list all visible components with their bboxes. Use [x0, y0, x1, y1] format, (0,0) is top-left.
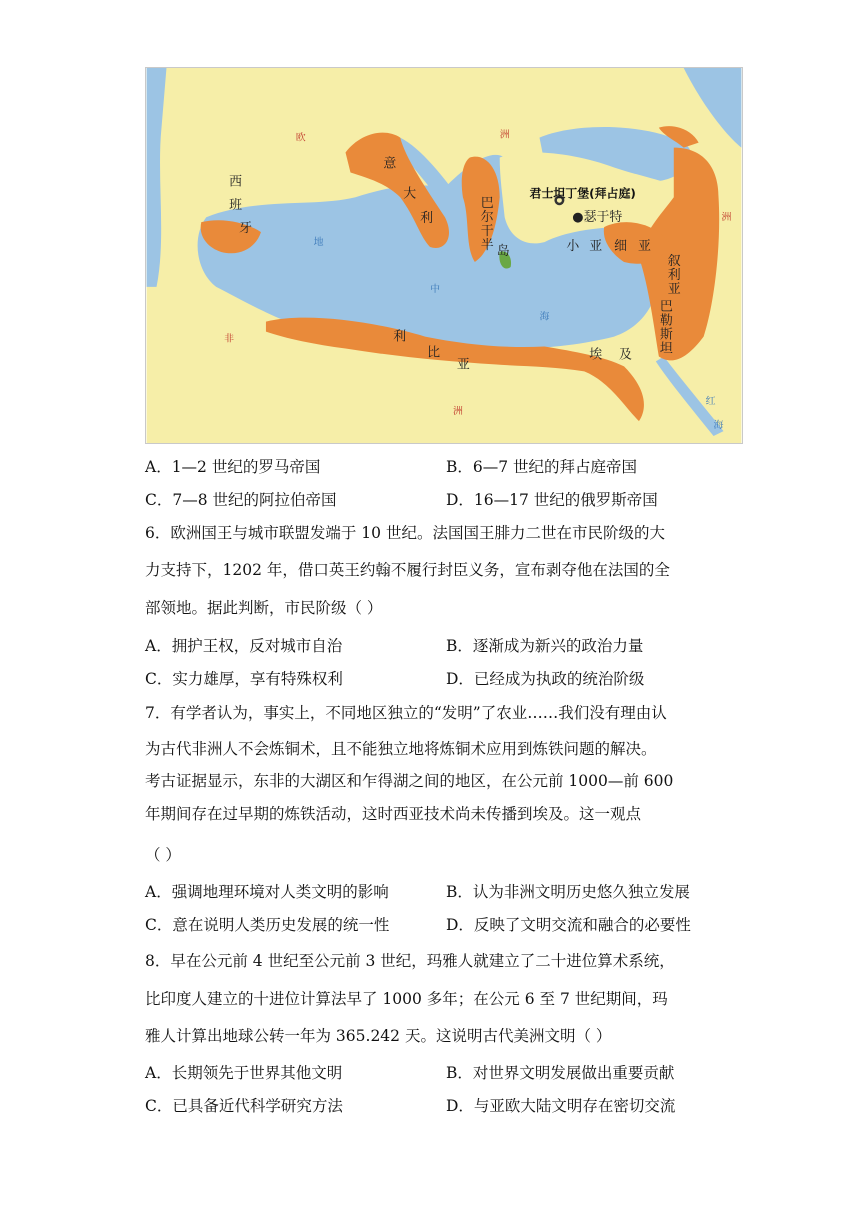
q6-stem-line-3: 部领地。据此判断，市民阶级（ ） — [145, 599, 383, 617]
map-label-balkan-1: 巴 — [480, 196, 494, 212]
map-label-libya-1: 利 — [393, 329, 407, 345]
map-label-balkan-2: 尔 — [480, 210, 494, 226]
map-label-sea-2: 中 — [430, 283, 441, 295]
q7-stem-line-2: 为古代非洲人不会炼铜术，且不能独立地将炼铜术应用到炼铁问题的解决。 — [145, 740, 657, 758]
map-graphic — [146, 68, 742, 443]
q8-option-a: A．长期领先于世界其他文明 — [145, 1064, 343, 1082]
map-label-libya-3: 亚 — [456, 357, 470, 373]
map-label-syria-3: 亚 — [667, 281, 681, 297]
map-label-balkan-5: 岛 — [496, 244, 510, 260]
map-label-asia-minor-3: 细 — [614, 239, 628, 255]
map-label-libya-2: 比 — [427, 345, 441, 361]
map-label-asia-minor-4: 亚 — [637, 239, 651, 255]
q7-option-a: A．强调地理环境对人类文明的影响 — [145, 883, 389, 901]
map-label-palestine-2: 勒 — [659, 313, 673, 329]
map-label-syria-2: 利 — [667, 267, 681, 283]
map-label-sea-3: 海 — [539, 311, 550, 323]
q7-option-c: C．意在说明人类历史发展的统一性 — [145, 916, 390, 934]
map-label-asia-minor-1: 小 — [566, 239, 580, 255]
map-label-italy-2: 大 — [403, 186, 417, 202]
q7-stem-line-5: （ ） — [145, 846, 181, 864]
map-label-sea-1: 地 — [313, 237, 324, 249]
map-label-red-sea-1: 红 — [705, 396, 716, 408]
map-label-spain-2: 班 — [229, 198, 243, 214]
map-label-egypt-2: 及 — [619, 347, 632, 363]
q8-option-b: B．对世界文明发展做出重要贡献 — [446, 1064, 675, 1082]
q8-stem-line-3: 雅人计算出地球公转一年为 365.242 天。这说明古代美洲文明（ ） — [145, 1027, 612, 1045]
q8-option-d: D．与亚欧大陆文明存在密切交流 — [446, 1097, 676, 1115]
q8-stem-line-1: 8．早在公元前 4 世纪至公元前 3 世纪，玛雅人就建立了二十进位算术系统， — [145, 952, 675, 970]
map-label-europe-1: 欧 — [295, 132, 306, 144]
q8-option-c: C．已具备近代科学研究方法 — [145, 1097, 343, 1115]
q8-stem-line-2: 比印度人建立的十进位计算法早了 1000 多年；在公元 6 至 7 世纪期间，玛 — [145, 990, 668, 1008]
map-label-balkan-3: 干 — [480, 224, 494, 240]
map-label-egypt-1: 埃 — [589, 347, 603, 363]
map-label-italy-3: 利 — [420, 211, 434, 227]
q6-option-a: A．拥护王权，反对城市自治 — [145, 637, 343, 655]
map-label-asia-minor-2: 亚 — [589, 239, 603, 255]
map-label-constantinople: 君士坦丁堡(拜占庭) — [529, 186, 636, 201]
map-label-balkan-4: 半 — [480, 238, 494, 254]
map-label-spain-1: 西 — [229, 174, 243, 190]
q5-option-a: A．1—2 世纪的罗马帝国 — [145, 458, 321, 476]
map-label-africa-1: 非 — [224, 333, 235, 345]
map-label-palestine-1: 巴 — [659, 299, 673, 315]
q7-stem-line-1: 7．有学者认为，事实上，不同地区独立的“发明”了农业……我们没有理由认 — [145, 704, 667, 722]
map-label-asia: 洲 — [721, 212, 732, 224]
map-label-palestine-3: 斯 — [659, 327, 673, 343]
empire-map — [145, 67, 743, 444]
q6-option-c: C．实力雄厚，享有特殊权利 — [145, 670, 343, 688]
map-label-palestine-4: 坦 — [659, 341, 673, 357]
q6-stem-line-1: 6．欧洲国王与城市联盟发端于 10 世纪。法国国王腓力二世在市民阶级的大 — [145, 524, 665, 542]
map-label-italy-1: 意 — [383, 156, 397, 172]
q5-option-b: B．6—7 世纪的拜占庭帝国 — [446, 458, 638, 476]
map-label-spain-3: 牙 — [239, 221, 253, 237]
q6-option-d: D．已经成为执政的统治阶级 — [446, 670, 645, 688]
map-label-africa-2: 洲 — [452, 406, 463, 418]
map-label-red-sea-2: 海 — [713, 420, 724, 432]
map-label-syria-1: 叙 — [667, 253, 681, 269]
q7-option-b: B．认为非洲文明历史悠久独立发展 — [446, 883, 690, 901]
q7-stem-line-4: 年期间存在过早期的炼铁活动，这时西亚技术尚未传播到埃及。这一观点 — [145, 805, 642, 823]
q5-option-d: D．16—17 世纪的俄罗斯帝国 — [446, 491, 658, 509]
q6-stem-line-2: 力支持下，1202 年，借口英王约翰不履行封臣义务，宣布剥夺他在法国的全 — [145, 561, 670, 579]
map-label-europe-2: 洲 — [499, 129, 510, 141]
q5-option-c: C．7—8 世纪的阿拉伯帝国 — [145, 491, 337, 509]
q7-stem-line-3: 考古证据显示，东非的大湖区和乍得湖之间的地区，在公元前 1000—前 600 — [145, 772, 674, 790]
q6-option-b: B．逐渐成为新兴的政治力量 — [446, 637, 644, 655]
q7-option-d: D．反映了文明交流和融合的必要性 — [446, 916, 691, 934]
map-label-ankara: ●瑟于特 — [572, 210, 623, 226]
